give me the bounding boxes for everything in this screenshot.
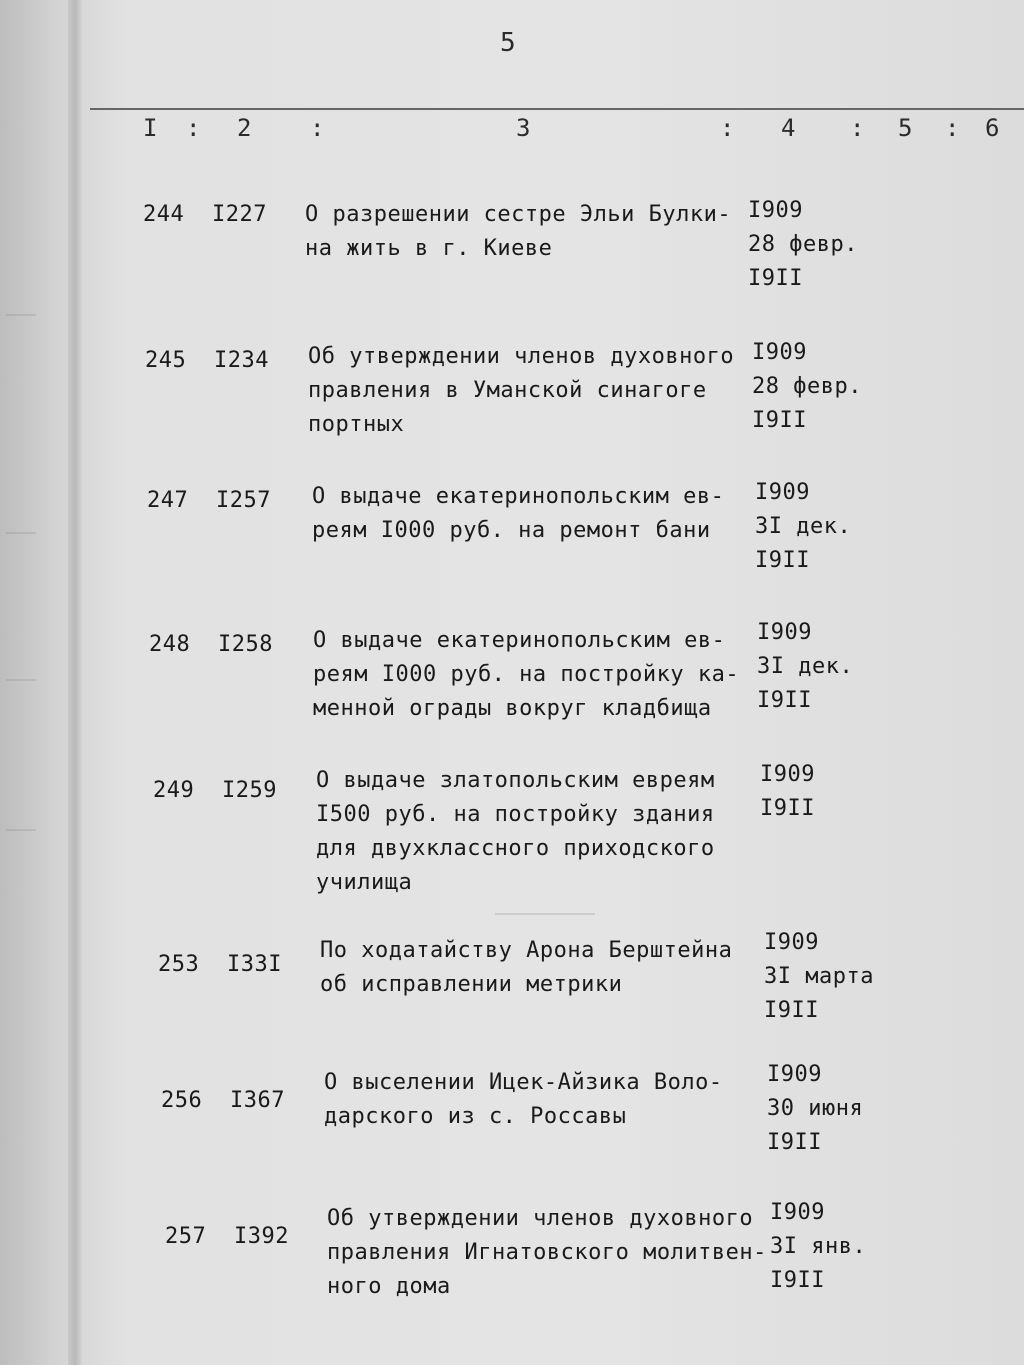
date-line: I909 xyxy=(752,340,807,365)
column-header: 5 xyxy=(898,114,913,142)
date-line: 28 февр. xyxy=(752,374,862,399)
date-line: I909 xyxy=(748,198,803,223)
row-number: 256 xyxy=(161,1088,203,1113)
row-dates xyxy=(770,1196,866,1298)
title-line: О выдаче екатеринопольским ев- xyxy=(313,628,726,653)
file-number: I33I xyxy=(227,952,282,977)
title-line: реям I000 руб. на ремонт бани xyxy=(312,518,711,543)
date-line: 3I дек. xyxy=(757,654,854,679)
row-title xyxy=(313,624,739,726)
date-line: 30 июня xyxy=(767,1096,864,1121)
row-title xyxy=(308,340,734,442)
title-line: дарского из с. Россавы xyxy=(324,1104,627,1129)
title-line: правления Игнатовского молитвен- xyxy=(327,1240,767,1265)
column-header-separator: : xyxy=(720,114,735,142)
file-number: I392 xyxy=(234,1224,289,1249)
date-line: I909 xyxy=(760,762,815,787)
date-line: 3I янв. xyxy=(770,1234,867,1259)
row-number: 257 xyxy=(165,1224,207,1249)
page-number: 5 xyxy=(500,28,516,58)
row-number: 253 xyxy=(158,952,200,977)
column-header-separator: : xyxy=(310,114,325,142)
date-line: I909 xyxy=(755,480,810,505)
column-header-separator: : xyxy=(850,114,865,142)
date-line: I909 xyxy=(764,930,819,955)
bleed-through-mark xyxy=(6,508,36,534)
file-number: I257 xyxy=(216,488,271,513)
date-line: 28 февр. xyxy=(748,232,858,257)
date-line: 3I дек. xyxy=(755,514,852,539)
date-line: I9II xyxy=(760,796,815,821)
date-line: I9II xyxy=(764,998,819,1023)
header-rule xyxy=(90,108,1024,110)
row-title xyxy=(312,480,724,548)
date-line: I909 xyxy=(770,1200,825,1225)
file-number: I258 xyxy=(218,632,273,657)
row-dates xyxy=(748,194,858,296)
title-line: ного дома xyxy=(327,1274,451,1299)
title-line: О разрешении сестре Эльи Булки- xyxy=(305,202,732,227)
column-header: I xyxy=(143,114,158,142)
column-header: 2 xyxy=(237,114,252,142)
date-line: I909 xyxy=(757,620,812,645)
row-dates xyxy=(760,758,815,826)
file-number: I234 xyxy=(214,348,269,373)
bleed-through-mark xyxy=(6,805,36,831)
title-line: для двухклассного приходского xyxy=(316,836,715,861)
row-dates xyxy=(757,616,853,718)
column-header: 6 xyxy=(985,114,1000,142)
title-line: об исправлении метрики xyxy=(320,972,623,997)
row-dates xyxy=(755,476,851,578)
file-number: I259 xyxy=(222,778,277,803)
column-header-separator: : xyxy=(945,114,960,142)
date-line: I9II xyxy=(748,266,803,291)
file-number: I367 xyxy=(230,1088,285,1113)
row-title xyxy=(320,934,732,1002)
title-line: училища xyxy=(316,870,413,895)
title-line: По ходатайству Арона Берштейна xyxy=(320,938,733,963)
title-line: О выдаче екатеринопольским ев- xyxy=(312,484,725,509)
row-number: 247 xyxy=(147,488,189,513)
title-line: О выдаче златопольским евреям xyxy=(316,768,715,793)
column-header: 3 xyxy=(516,114,531,142)
title-line: Об утверждении членов духовного xyxy=(327,1206,754,1231)
date-line: I9II xyxy=(752,408,807,433)
row-number: 245 xyxy=(145,348,187,373)
title-line: I500 руб. на постройку здания xyxy=(316,802,715,827)
title-line: на жить в г. Киеве xyxy=(305,236,553,261)
date-line: I9II xyxy=(755,548,810,573)
bleed-through-mark xyxy=(6,655,36,681)
title-line: менной ограды вокруг кладбища xyxy=(313,696,712,721)
row-dates xyxy=(767,1058,863,1160)
title-line: реям I000 руб. на постройку ка- xyxy=(313,662,740,687)
date-line: I909 xyxy=(767,1062,822,1087)
row-title xyxy=(324,1066,723,1134)
date-line: I9II xyxy=(757,688,812,713)
row-title xyxy=(316,764,715,900)
row-dates xyxy=(764,926,874,1028)
date-line: I9II xyxy=(767,1130,822,1155)
file-number: I227 xyxy=(212,202,267,227)
row-number: 248 xyxy=(149,632,191,657)
title-line: портных xyxy=(308,412,405,437)
row-dates xyxy=(752,336,862,438)
title-line: О выселении Ицек-Айзика Воло- xyxy=(324,1070,723,1095)
date-line: I9II xyxy=(770,1268,825,1293)
column-header: 4 xyxy=(781,114,796,142)
row-number: 249 xyxy=(153,778,195,803)
date-line: 3I марта xyxy=(764,964,874,989)
row-number: 244 xyxy=(143,202,185,227)
title-line: правления в Уманской синагоге xyxy=(308,378,707,403)
page-fold-shadow xyxy=(68,0,82,1365)
column-header-separator: : xyxy=(186,114,201,142)
row-title xyxy=(327,1202,767,1304)
title-line: Об утверждении членов духовного xyxy=(308,344,735,369)
row-title xyxy=(305,198,731,266)
bleed-through-mark xyxy=(6,290,36,316)
